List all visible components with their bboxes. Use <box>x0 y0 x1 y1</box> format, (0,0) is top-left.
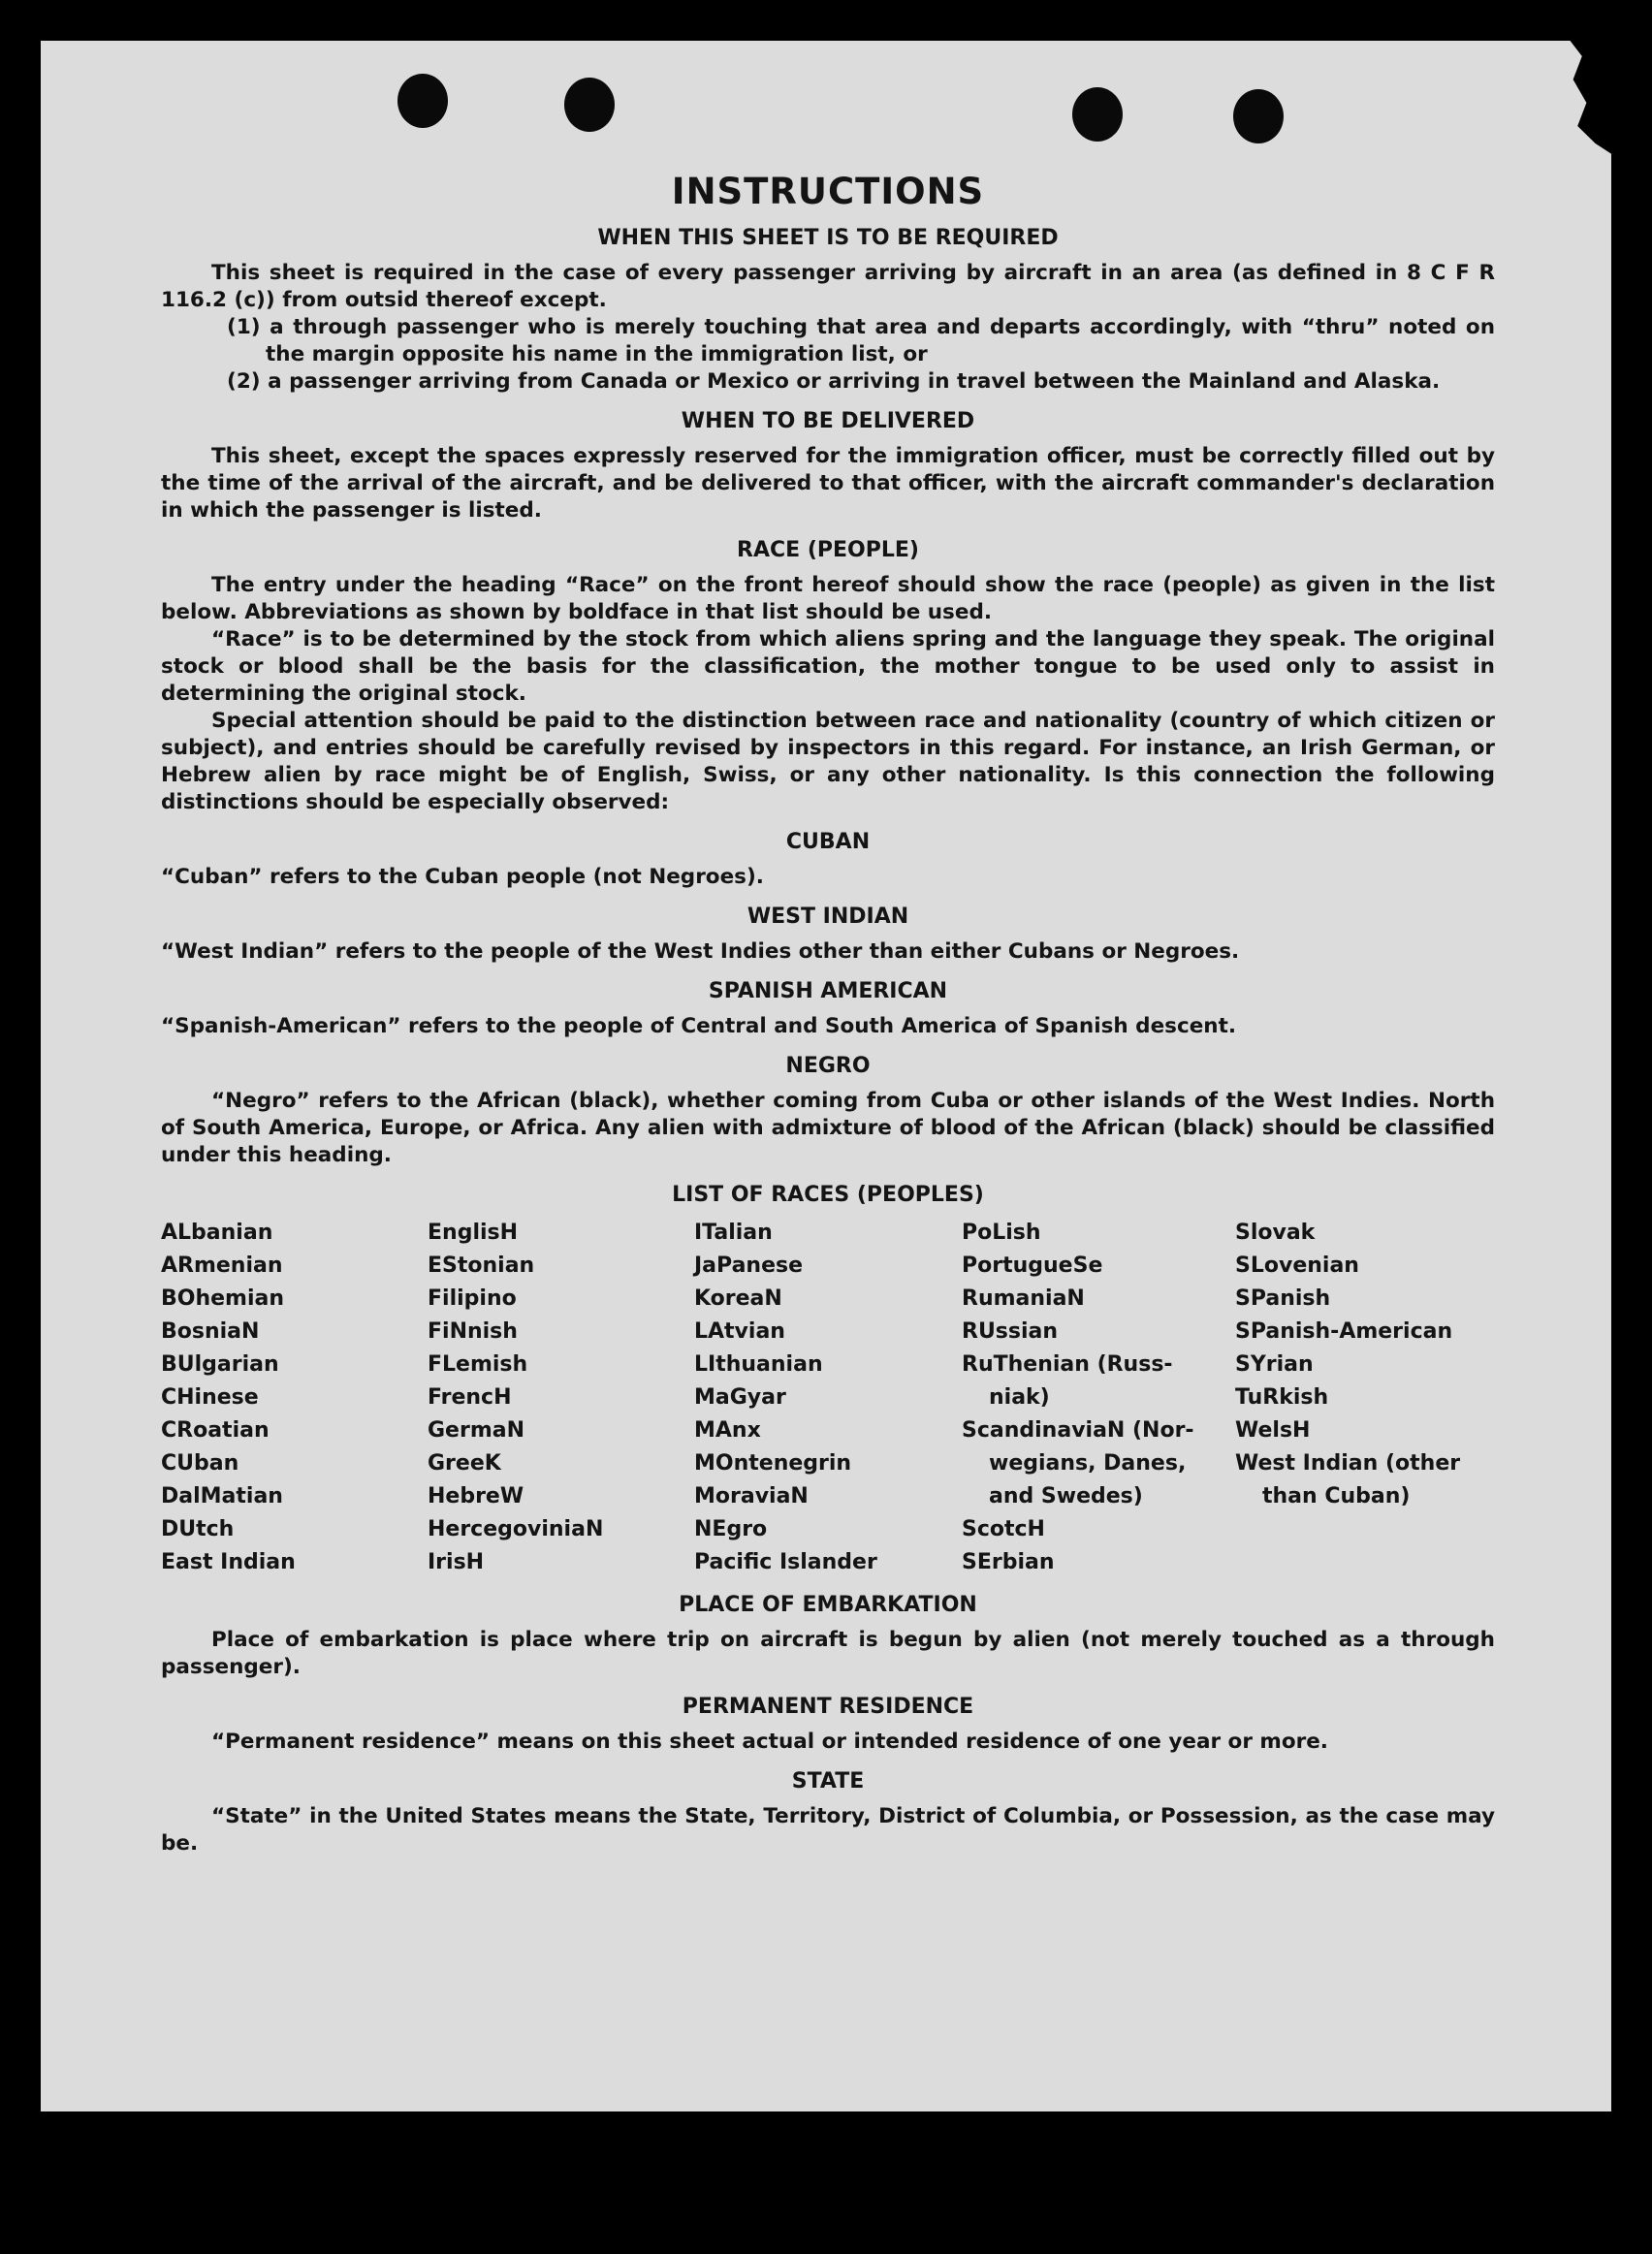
paragraph: “Negro” refers to the African (black), whether coming from Cuba or other islands of the West Indies. North of South America, Europe, or Africa. Any alien with admixture of blood of the African (black) should be classified under this heading. <box>161 1089 1495 1167</box>
heading-negro: NEGRO <box>785 1054 871 1078</box>
heading-west-indian: WEST INDIAN <box>747 905 909 929</box>
paragraph: The entry under the heading “Race” on the front hereof should show the race (people) as given in the list below. Abbreviations as shown by boldface in that list should be used. <box>161 573 1495 624</box>
race-item: BUlgarian <box>161 1352 279 1377</box>
race-item: ITalian <box>694 1221 773 1245</box>
paragraph: “Race” is to be determined by the stock from which aliens spring and the language they speak. The original stock or blood shall be the basis for the classification, the mother tongue to be used only to assist in determining the original stock. <box>161 627 1495 706</box>
race-item: SLovenian <box>1235 1254 1359 1278</box>
race-item: KoreaN <box>694 1286 782 1311</box>
heading-residence: PERMANENT RESIDENCE <box>682 1695 974 1719</box>
race-item: JaPanese <box>694 1254 804 1278</box>
punch-hole <box>1072 87 1123 142</box>
document-sheet <box>41 41 1611 2111</box>
race-item: TuRkish <box>1235 1385 1329 1410</box>
race-item: West Indian (other <box>1235 1451 1461 1476</box>
paragraph: This sheet is required in the case of every passenger arriving by aircraft in an area (as defined in 8 C F R 116.2 (c)) from outsid thereof except. <box>161 261 1495 312</box>
race-item: EnglisH <box>428 1221 519 1245</box>
heading-list-of-races: LIST OF RACES (PEOPLES) <box>672 1183 984 1207</box>
race-column <box>962 1217 1235 1579</box>
race-item: East Indian <box>161 1550 296 1574</box>
race-column <box>428 1217 694 1579</box>
race-list <box>161 1217 1495 1579</box>
paragraph: Special attention should be paid to the distinction between race and nationality (country of which citizen or subject), and entries should be carefully revised by inspectors in this regard. For instance, an Irish German, or Hebrew alien by race might be of English, Swiss, or any other nationality. Is this connection the following distinctions should be especially observed: <box>161 709 1495 814</box>
race-item: PortugueSe <box>962 1254 1103 1278</box>
race-item: SPanish <box>1235 1286 1331 1311</box>
torn-corner <box>1569 39 1613 155</box>
race-item: wegians, Danes, <box>989 1451 1187 1476</box>
heading-embarkation: PLACE OF EMBARKATION <box>679 1593 977 1617</box>
race-item: SErbian <box>962 1550 1055 1574</box>
race-item: LAtvian <box>694 1319 785 1344</box>
race-item: SYrian <box>1235 1352 1314 1377</box>
paragraph: “Permanent residence” means on this sheet actual or intended residence of one year or more. <box>211 1730 1328 1754</box>
race-item: RUssian <box>962 1319 1059 1344</box>
race-item: niak) <box>989 1385 1050 1410</box>
race-item: BOhemian <box>161 1286 285 1311</box>
race-item: ScotcH <box>962 1517 1045 1541</box>
race-item: DUtch <box>161 1517 235 1541</box>
race-item: RumaniaN <box>962 1286 1085 1311</box>
heading-race: RACE (PEOPLE) <box>737 538 919 562</box>
paragraph: “Spanish-American” refers to the people of Central and South America of Spanish descent. <box>161 1014 1237 1038</box>
punch-hole <box>564 78 615 132</box>
race-item: MAnx <box>694 1418 761 1443</box>
race-item: ALbanian <box>161 1221 273 1245</box>
race-item: ScandinaviaN (Nor- <box>962 1418 1194 1443</box>
heading-state: STATE <box>791 1769 865 1794</box>
race-item: ARmenian <box>161 1254 283 1278</box>
heading-when-required: WHEN THIS SHEET IS TO BE REQUIRED <box>597 226 1059 250</box>
race-item: Pacific Islander <box>694 1550 877 1574</box>
race-item: SPanish-American <box>1235 1319 1453 1344</box>
race-item: GreeK <box>428 1451 501 1476</box>
race-column <box>161 1217 428 1579</box>
race-item: WelsH <box>1235 1418 1311 1443</box>
race-item: Filipino <box>428 1286 517 1311</box>
race-item: HebreW <box>428 1484 524 1508</box>
list-item: (1) a through passenger who is merely touching that area and departs accordingly, with “thru” noted on the margin opposite his name in the immigration list, or <box>227 315 1495 366</box>
race-item: CRoatian <box>161 1418 270 1443</box>
race-item: NEgro <box>694 1517 768 1541</box>
race-item: PoLish <box>962 1221 1041 1245</box>
race-item: than Cuban) <box>1262 1484 1411 1508</box>
race-column <box>694 1217 962 1579</box>
list-item: (2) a passenger arriving from Canada or Mexico or arriving in travel between the Mainland and Alaska. <box>227 369 1441 394</box>
heading-spanish-american: SPANISH AMERICAN <box>708 979 948 1003</box>
race-item: Slovak <box>1235 1221 1316 1245</box>
race-item: MaGyar <box>694 1385 786 1410</box>
heading-cuban: CUBAN <box>785 830 871 854</box>
race-item: EStonian <box>428 1254 535 1278</box>
race-item: GermaN <box>428 1418 525 1443</box>
race-item: MOntenegrin <box>694 1451 852 1476</box>
race-item: HercegoviniaN <box>428 1517 604 1541</box>
race-item: CHinese <box>161 1385 259 1410</box>
paragraph: This sheet, except the spaces expressly reserved for the immigration officer, must be correctly filled out by the time of the arrival of the aircraft, and be delivered to that officer, with the aircraft commander's declaration in which the passenger is listed. <box>161 444 1495 523</box>
paragraph: “West Indian” refers to the people of the West Indies other than either Cubans or Negroes. <box>161 939 1240 964</box>
punch-hole <box>397 74 448 128</box>
race-item: IrisH <box>428 1550 485 1574</box>
page-title: INSTRUCTIONS <box>671 171 985 212</box>
race-item: CUban <box>161 1451 239 1476</box>
paragraph: “State” in the United States means the State, Territory, District of Columbia, or Possession, as the case may be. <box>161 1804 1495 1856</box>
punch-hole <box>1233 89 1284 143</box>
race-column <box>1235 1217 1487 1579</box>
race-item: RuThenian (Russ- <box>962 1352 1173 1377</box>
race-item: BosniaN <box>161 1319 260 1344</box>
race-item: MoraviaN <box>694 1484 809 1508</box>
race-item: and Swedes) <box>989 1484 1143 1508</box>
paragraph: Place of embarkation is place where trip on aircraft is begun by alien (not merely touched as a through passenger). <box>161 1628 1495 1679</box>
race-item: FLemish <box>428 1352 528 1377</box>
race-item: DalMatian <box>161 1484 283 1508</box>
race-item: LIthuanian <box>694 1352 823 1377</box>
race-item: FiNnish <box>428 1319 518 1344</box>
paragraph: “Cuban” refers to the Cuban people (not Negroes). <box>161 865 764 889</box>
heading-when-delivered: WHEN TO BE DELIVERED <box>681 409 975 433</box>
race-item: FrencH <box>428 1385 512 1410</box>
